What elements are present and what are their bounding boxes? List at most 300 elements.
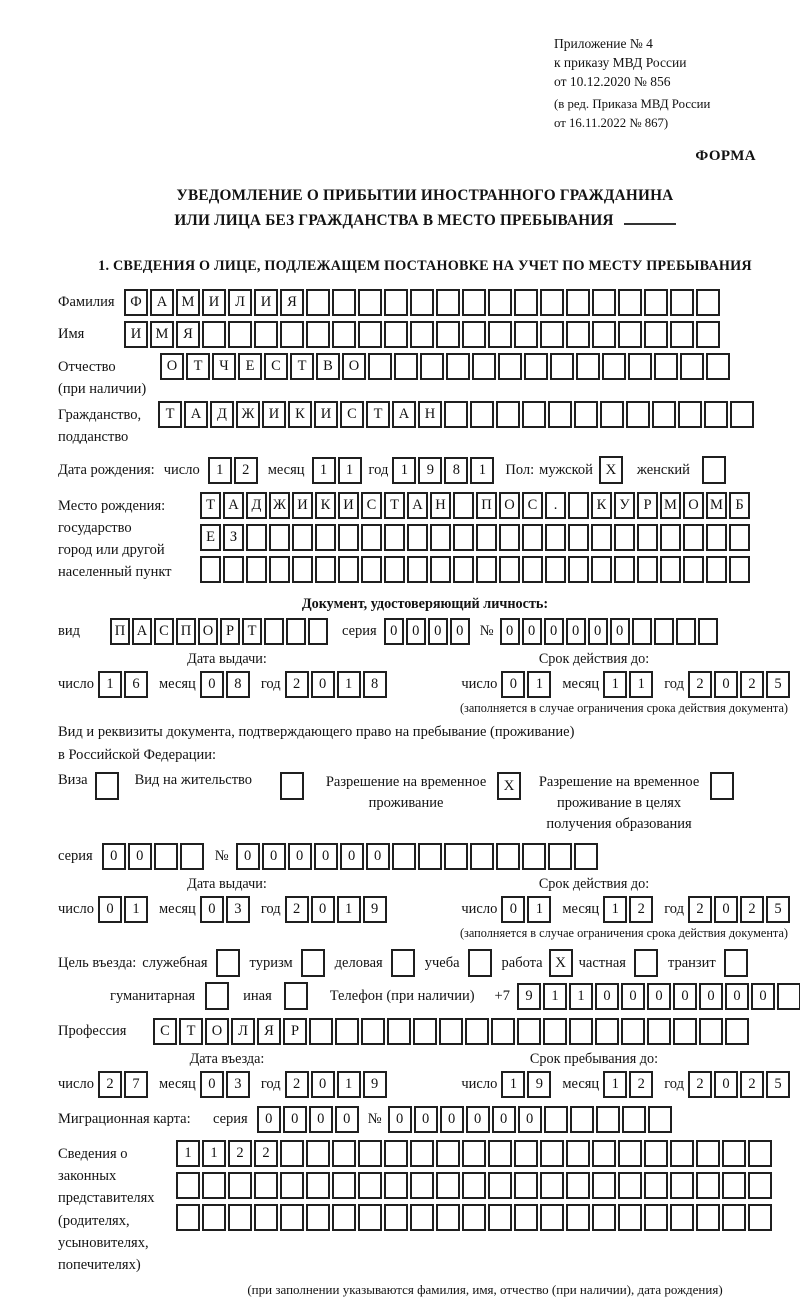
char-cell[interactable]: 1 [338, 457, 362, 484]
char-cell[interactable] [566, 289, 590, 316]
char-cell[interactable] [228, 1172, 252, 1199]
char-cell[interactable] [254, 1204, 278, 1231]
char-cell[interactable] [514, 1204, 538, 1231]
char-cell[interactable] [394, 353, 418, 380]
char-cell[interactable]: С [361, 492, 382, 519]
char-cell[interactable] [698, 618, 718, 645]
char-cell[interactable]: О [683, 492, 704, 519]
char-cell[interactable] [410, 321, 434, 348]
char-cell[interactable] [540, 1140, 564, 1167]
char-cell[interactable]: 0 [714, 896, 738, 923]
char-cell[interactable] [286, 618, 306, 645]
char-cell[interactable] [544, 1106, 568, 1133]
char-cell[interactable]: 2 [98, 1071, 122, 1098]
char-cell[interactable]: 1 [543, 983, 567, 1010]
char-cell[interactable] [670, 289, 694, 316]
char-cell[interactable]: 0 [610, 618, 630, 645]
char-cell[interactable]: 9 [517, 983, 541, 1010]
char-cell[interactable] [332, 289, 356, 316]
checkbox-business[interactable] [391, 949, 415, 977]
char-cell[interactable]: 1 [603, 896, 627, 923]
char-cell[interactable]: 0 [544, 618, 564, 645]
char-cell[interactable]: 0 [340, 843, 364, 870]
char-cell[interactable] [524, 353, 548, 380]
char-cell[interactable] [592, 321, 616, 348]
char-cell[interactable] [670, 1172, 694, 1199]
char-cell[interactable]: 0 [673, 983, 697, 1010]
char-cell[interactable] [722, 1172, 746, 1199]
char-cell[interactable] [488, 1140, 512, 1167]
char-cell[interactable] [413, 1018, 437, 1045]
char-cell[interactable] [472, 353, 496, 380]
char-cell[interactable]: 2 [285, 671, 309, 698]
char-cell[interactable] [280, 1172, 304, 1199]
checkbox-residence-permit[interactable] [280, 772, 304, 800]
char-cell[interactable] [254, 1172, 278, 1199]
char-cell[interactable] [632, 618, 652, 645]
char-cell[interactable] [550, 353, 574, 380]
char-cell[interactable]: 8 [226, 671, 250, 698]
char-cell[interactable] [706, 524, 727, 551]
char-cell[interactable] [465, 1018, 489, 1045]
char-cell[interactable] [673, 1018, 697, 1045]
char-cell[interactable] [430, 524, 451, 551]
char-cell[interactable]: 0 [314, 843, 338, 870]
char-cell[interactable] [292, 524, 313, 551]
char-cell[interactable] [309, 1018, 333, 1045]
char-cell[interactable] [729, 556, 750, 583]
char-cell[interactable]: 0 [714, 1071, 738, 1098]
char-cell[interactable] [499, 524, 520, 551]
char-cell[interactable]: Ч [212, 353, 236, 380]
char-cell[interactable]: Л [228, 289, 252, 316]
char-cell[interactable]: 2 [285, 1071, 309, 1098]
char-cell[interactable] [338, 524, 359, 551]
char-cell[interactable] [522, 401, 546, 428]
checkbox-transit[interactable] [724, 949, 748, 977]
char-cell[interactable] [269, 524, 290, 551]
char-cell[interactable] [570, 1106, 594, 1133]
char-cell[interactable]: 0 [501, 671, 525, 698]
char-cell[interactable] [223, 556, 244, 583]
char-cell[interactable]: Е [200, 524, 221, 551]
char-cell[interactable] [453, 492, 474, 519]
char-cell[interactable]: 2 [629, 1071, 653, 1098]
char-cell[interactable] [202, 321, 226, 348]
char-cell[interactable] [420, 353, 444, 380]
char-cell[interactable] [361, 524, 382, 551]
char-cell[interactable]: 1 [124, 896, 148, 923]
char-cell[interactable] [618, 1172, 642, 1199]
char-cell[interactable] [596, 1106, 620, 1133]
char-cell[interactable]: М [150, 321, 174, 348]
char-cell[interactable] [306, 289, 330, 316]
char-cell[interactable] [410, 289, 434, 316]
char-cell[interactable] [335, 1018, 359, 1045]
char-cell[interactable]: И [202, 289, 226, 316]
char-cell[interactable] [476, 556, 497, 583]
char-cell[interactable] [680, 353, 704, 380]
char-cell[interactable] [548, 401, 572, 428]
char-cell[interactable]: 0 [450, 618, 470, 645]
char-cell[interactable] [176, 1204, 200, 1231]
char-cell[interactable] [522, 556, 543, 583]
char-cell[interactable]: 2 [688, 896, 712, 923]
char-cell[interactable] [154, 843, 178, 870]
char-cell[interactable]: 2 [740, 896, 764, 923]
char-cell[interactable] [462, 289, 486, 316]
char-cell[interactable] [683, 524, 704, 551]
char-cell[interactable] [430, 556, 451, 583]
char-cell[interactable]: Н [430, 492, 451, 519]
char-cell[interactable] [618, 1204, 642, 1231]
char-cell[interactable]: И [254, 289, 278, 316]
char-cell[interactable]: 0 [414, 1106, 438, 1133]
char-cell[interactable]: 2 [228, 1140, 252, 1167]
char-cell[interactable]: 0 [262, 843, 286, 870]
char-cell[interactable] [621, 1018, 645, 1045]
char-cell[interactable] [514, 289, 538, 316]
char-cell[interactable] [498, 353, 522, 380]
char-cell[interactable] [696, 289, 720, 316]
char-cell[interactable]: 3 [226, 896, 250, 923]
char-cell[interactable]: 1 [603, 671, 627, 698]
char-cell[interactable]: 5 [766, 896, 790, 923]
char-cell[interactable] [618, 289, 642, 316]
checkbox-tourism[interactable] [301, 949, 325, 977]
char-cell[interactable]: 0 [309, 1106, 333, 1133]
char-cell[interactable]: И [292, 492, 313, 519]
char-cell[interactable]: 1 [603, 1071, 627, 1098]
char-cell[interactable]: С [264, 353, 288, 380]
char-cell[interactable]: О [160, 353, 184, 380]
char-cell[interactable] [254, 321, 278, 348]
char-cell[interactable]: 0 [500, 618, 520, 645]
char-cell[interactable] [358, 1204, 382, 1231]
char-cell[interactable]: 0 [566, 618, 586, 645]
char-cell[interactable]: И [338, 492, 359, 519]
char-cell[interactable]: 1 [98, 671, 122, 698]
char-cell[interactable] [332, 1140, 356, 1167]
char-cell[interactable]: 0 [311, 671, 335, 698]
char-cell[interactable]: В [316, 353, 340, 380]
char-cell[interactable] [660, 524, 681, 551]
char-cell[interactable]: Т [186, 353, 210, 380]
char-cell[interactable]: 1 [337, 671, 361, 698]
char-cell[interactable]: 1 [208, 457, 232, 484]
char-cell[interactable]: Н [418, 401, 442, 428]
char-cell[interactable]: 0 [699, 983, 723, 1010]
char-cell[interactable] [678, 401, 702, 428]
char-cell[interactable]: 0 [200, 896, 224, 923]
char-cell[interactable] [384, 524, 405, 551]
char-cell[interactable]: 9 [418, 457, 442, 484]
char-cell[interactable] [280, 321, 304, 348]
char-cell[interactable] [368, 353, 392, 380]
char-cell[interactable]: 0 [200, 671, 224, 698]
char-cell[interactable] [591, 556, 612, 583]
char-cell[interactable]: 2 [629, 896, 653, 923]
char-cell[interactable] [306, 1204, 330, 1231]
char-cell[interactable] [683, 556, 704, 583]
char-cell[interactable] [315, 556, 336, 583]
char-cell[interactable] [725, 1018, 749, 1045]
char-cell[interactable]: 0 [288, 843, 312, 870]
char-cell[interactable]: 0 [200, 1071, 224, 1098]
char-cell[interactable] [410, 1172, 434, 1199]
checkbox-male[interactable]: X [599, 456, 623, 484]
checkbox-private[interactable] [634, 949, 658, 977]
char-cell[interactable] [358, 1140, 382, 1167]
char-cell[interactable]: А [132, 618, 152, 645]
char-cell[interactable] [499, 556, 520, 583]
char-cell[interactable]: М [176, 289, 200, 316]
char-cell[interactable] [730, 401, 754, 428]
char-cell[interactable] [315, 524, 336, 551]
char-cell[interactable] [722, 1204, 746, 1231]
char-cell[interactable]: А [407, 492, 428, 519]
char-cell[interactable]: П [476, 492, 497, 519]
char-cell[interactable]: Т [200, 492, 221, 519]
char-cell[interactable]: 0 [311, 1071, 335, 1098]
char-cell[interactable] [496, 401, 520, 428]
char-cell[interactable] [637, 556, 658, 583]
char-cell[interactable] [514, 1172, 538, 1199]
char-cell[interactable] [453, 556, 474, 583]
char-cell[interactable] [407, 524, 428, 551]
char-cell[interactable] [202, 1172, 226, 1199]
char-cell[interactable]: Ж [269, 492, 290, 519]
char-cell[interactable]: 0 [492, 1106, 516, 1133]
char-cell[interactable] [722, 1140, 746, 1167]
char-cell[interactable] [436, 321, 460, 348]
char-cell[interactable] [637, 524, 658, 551]
char-cell[interactable] [644, 1172, 668, 1199]
char-cell[interactable] [545, 524, 566, 551]
char-cell[interactable]: 1 [392, 457, 416, 484]
char-cell[interactable]: 0 [751, 983, 775, 1010]
char-cell[interactable] [488, 1204, 512, 1231]
char-cell[interactable] [540, 1172, 564, 1199]
char-cell[interactable]: 2 [740, 1071, 764, 1098]
char-cell[interactable]: М [660, 492, 681, 519]
char-cell[interactable] [568, 556, 589, 583]
char-cell[interactable]: О [499, 492, 520, 519]
char-cell[interactable]: 1 [527, 671, 551, 698]
char-cell[interactable]: 1 [470, 457, 494, 484]
char-cell[interactable]: С [340, 401, 364, 428]
char-cell[interactable] [566, 1204, 590, 1231]
char-cell[interactable] [592, 289, 616, 316]
char-cell[interactable] [618, 321, 642, 348]
char-cell[interactable]: И [124, 321, 148, 348]
char-cell[interactable] [647, 1018, 671, 1045]
char-cell[interactable]: 0 [595, 983, 619, 1010]
char-cell[interactable] [644, 289, 668, 316]
char-cell[interactable]: 1 [629, 671, 653, 698]
char-cell[interactable] [522, 843, 546, 870]
char-cell[interactable] [418, 843, 442, 870]
char-cell[interactable] [410, 1204, 434, 1231]
char-cell[interactable]: Д [246, 492, 267, 519]
char-cell[interactable] [706, 353, 730, 380]
char-cell[interactable]: 1 [202, 1140, 226, 1167]
char-cell[interactable] [628, 353, 652, 380]
char-cell[interactable] [436, 1172, 460, 1199]
char-cell[interactable]: 9 [363, 1071, 387, 1098]
char-cell[interactable] [777, 983, 800, 1010]
char-cell[interactable]: 0 [725, 983, 749, 1010]
char-cell[interactable]: С [522, 492, 543, 519]
char-cell[interactable] [453, 524, 474, 551]
char-cell[interactable] [488, 1172, 512, 1199]
char-cell[interactable]: 0 [522, 618, 542, 645]
char-cell[interactable]: 8 [444, 457, 468, 484]
char-cell[interactable] [704, 401, 728, 428]
char-cell[interactable] [618, 1140, 642, 1167]
char-cell[interactable] [176, 1172, 200, 1199]
char-cell[interactable]: 2 [688, 1071, 712, 1098]
char-cell[interactable] [644, 1204, 668, 1231]
char-cell[interactable] [600, 401, 624, 428]
char-cell[interactable] [496, 843, 520, 870]
char-cell[interactable] [332, 1204, 356, 1231]
char-cell[interactable]: 7 [124, 1071, 148, 1098]
char-cell[interactable]: Я [280, 289, 304, 316]
char-cell[interactable]: С [154, 618, 174, 645]
char-cell[interactable] [540, 289, 564, 316]
char-cell[interactable]: П [110, 618, 130, 645]
char-cell[interactable] [462, 1172, 486, 1199]
char-cell[interactable] [488, 321, 512, 348]
char-cell[interactable]: И [262, 401, 286, 428]
char-cell[interactable] [491, 1018, 515, 1045]
char-cell[interactable]: 0 [102, 843, 126, 870]
char-cell[interactable]: 2 [254, 1140, 278, 1167]
char-cell[interactable]: Т [290, 353, 314, 380]
char-cell[interactable] [592, 1140, 616, 1167]
char-cell[interactable]: Т [158, 401, 182, 428]
checkbox-work[interactable]: X [549, 949, 573, 977]
char-cell[interactable] [576, 353, 600, 380]
char-cell[interactable] [569, 1018, 593, 1045]
char-cell[interactable]: 0 [428, 618, 448, 645]
char-cell[interactable]: 1 [176, 1140, 200, 1167]
char-cell[interactable] [228, 321, 252, 348]
char-cell[interactable]: 1 [337, 1071, 361, 1098]
char-cell[interactable]: 0 [647, 983, 671, 1010]
char-cell[interactable] [699, 1018, 723, 1045]
char-cell[interactable] [566, 1172, 590, 1199]
char-cell[interactable]: 0 [236, 843, 260, 870]
char-cell[interactable] [180, 843, 204, 870]
char-cell[interactable] [470, 401, 494, 428]
char-cell[interactable] [228, 1204, 252, 1231]
char-cell[interactable]: 2 [285, 896, 309, 923]
char-cell[interactable]: 9 [363, 896, 387, 923]
char-cell[interactable]: 5 [766, 1071, 790, 1098]
char-cell[interactable]: 0 [311, 896, 335, 923]
char-cell[interactable] [446, 353, 470, 380]
char-cell[interactable]: 0 [128, 843, 152, 870]
char-cell[interactable] [444, 401, 468, 428]
char-cell[interactable]: А [184, 401, 208, 428]
char-cell[interactable] [574, 843, 598, 870]
char-cell[interactable] [592, 1172, 616, 1199]
char-cell[interactable]: Т [242, 618, 262, 645]
char-cell[interactable] [644, 321, 668, 348]
char-cell[interactable]: 1 [569, 983, 593, 1010]
char-cell[interactable] [280, 1204, 304, 1231]
char-cell[interactable] [384, 1140, 408, 1167]
char-cell[interactable] [407, 556, 428, 583]
char-cell[interactable] [338, 556, 359, 583]
char-cell[interactable] [602, 353, 626, 380]
char-cell[interactable] [626, 401, 650, 428]
char-cell[interactable] [280, 1140, 304, 1167]
char-cell[interactable] [488, 289, 512, 316]
char-cell[interactable]: 6 [124, 671, 148, 698]
char-cell[interactable] [540, 1204, 564, 1231]
char-cell[interactable]: Д [210, 401, 234, 428]
char-cell[interactable]: 0 [98, 896, 122, 923]
char-cell[interactable]: Е [238, 353, 262, 380]
char-cell[interactable] [264, 618, 284, 645]
char-cell[interactable]: Я [176, 321, 200, 348]
char-cell[interactable]: 0 [283, 1106, 307, 1133]
char-cell[interactable] [200, 556, 221, 583]
char-cell[interactable]: К [591, 492, 612, 519]
char-cell[interactable]: М [706, 492, 727, 519]
checkbox-study[interactable] [468, 949, 492, 977]
char-cell[interactable]: И [314, 401, 338, 428]
char-cell[interactable] [332, 1172, 356, 1199]
char-cell[interactable] [644, 1140, 668, 1167]
char-cell[interactable] [566, 1140, 590, 1167]
char-cell[interactable] [748, 1172, 772, 1199]
char-cell[interactable]: Р [220, 618, 240, 645]
checkbox-humanitarian[interactable] [205, 982, 229, 1010]
char-cell[interactable]: Т [366, 401, 390, 428]
char-cell[interactable] [384, 1204, 408, 1231]
char-cell[interactable]: 0 [384, 618, 404, 645]
char-cell[interactable] [595, 1018, 619, 1045]
char-cell[interactable] [361, 1018, 385, 1045]
char-cell[interactable]: А [223, 492, 244, 519]
char-cell[interactable]: К [288, 401, 312, 428]
char-cell[interactable] [592, 1204, 616, 1231]
checkbox-temp-residence-education[interactable] [710, 772, 734, 800]
char-cell[interactable]: О [205, 1018, 229, 1045]
char-cell[interactable] [462, 321, 486, 348]
char-cell[interactable]: Я [257, 1018, 281, 1045]
char-cell[interactable]: Т [384, 492, 405, 519]
char-cell[interactable] [410, 1140, 434, 1167]
char-cell[interactable]: 1 [312, 457, 336, 484]
char-cell[interactable] [670, 321, 694, 348]
char-cell[interactable] [462, 1204, 486, 1231]
char-cell[interactable] [696, 1172, 720, 1199]
char-cell[interactable] [306, 1172, 330, 1199]
char-cell[interactable] [306, 1140, 330, 1167]
char-cell[interactable] [306, 321, 330, 348]
char-cell[interactable]: 0 [588, 618, 608, 645]
char-cell[interactable]: Ф [124, 289, 148, 316]
char-cell[interactable] [514, 321, 538, 348]
char-cell[interactable] [566, 321, 590, 348]
char-cell[interactable]: 1 [337, 896, 361, 923]
char-cell[interactable] [540, 321, 564, 348]
